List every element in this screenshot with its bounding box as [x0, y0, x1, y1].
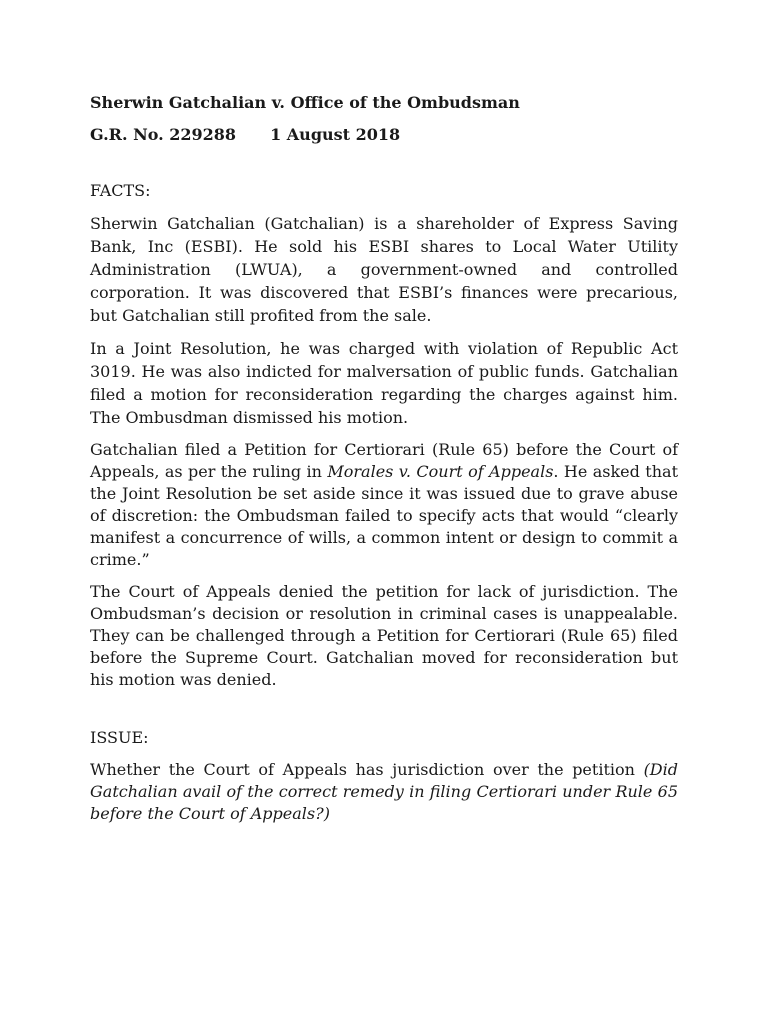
- document-page: [90, 92, 678, 835]
- facts-paragraph-3: [90, 439, 678, 571]
- case-reference-italic: Morales v. Court of Appeals: [327, 462, 554, 481]
- facts-paragraph-1: Sherwin Gatchalian (Gatchalian) is a shareholder of Express Saving Bank, Inc (ESBI). He sold his ESBI shares to Local Water Utility Administration (LWUA), a government-owned and controlled corporation. It was discovered that ESBI’s finances were precarious, but Gatchalian still profited from the sale.: [90, 214, 678, 325]
- facts-paragraph-2: In a Joint Resolution, he was charged with violation of Republic Act 3019. He was also indicted for malversation of public funds. Gatchalian filed a motion for reconsideration regarding the charges against him. The Ombusdman dismissed his motion.: [90, 339, 678, 427]
- case-title: Sherwin Gatchalian v. Office of the Ombudsman: [90, 93, 520, 112]
- case-citation: [90, 124, 678, 146]
- facts-paragraph-4: The Court of Appeals denied the petition for lack of jurisdiction. The Ombudsman’s decision or resolution in criminal cases is unappealable. They can be challenged through a Petition for Certiorari (Rule 65) filed before the Supreme Court. Gatchalian moved for reconsideration but his motion was denied.: [90, 582, 678, 689]
- issue-question-italic: (Did Gatchalian avail of the correct remedy in filing Certiorari under Rule 65 before the Court of Appeals?): [90, 760, 678, 823]
- facts-heading: FACTS:: [90, 181, 151, 200]
- issue-heading: ISSUE:: [90, 728, 149, 747]
- gr-number: G.R. No. 229288: [90, 125, 237, 144]
- issue-paragraph: [90, 759, 678, 825]
- decision-date: 1 August 2018: [270, 125, 401, 144]
- facts-paragraph-3-end: . He asked that the Joint Resolution be set aside since it was issued due to grave abuse of discretion: the Ombudsman failed to specify acts that would “clearly manifest a concurrence of wills, a common intent or design to commit a crime.”: [90, 462, 679, 569]
- facts-paragraph-3-start: Gatchalian filed a Petition for Certiorari (Rule 65) before the Court of Appeals, as per the ruling in: [90, 440, 678, 481]
- issue-text: Whether the Court of Appeals has jurisdiction over the petition: [90, 760, 644, 779]
